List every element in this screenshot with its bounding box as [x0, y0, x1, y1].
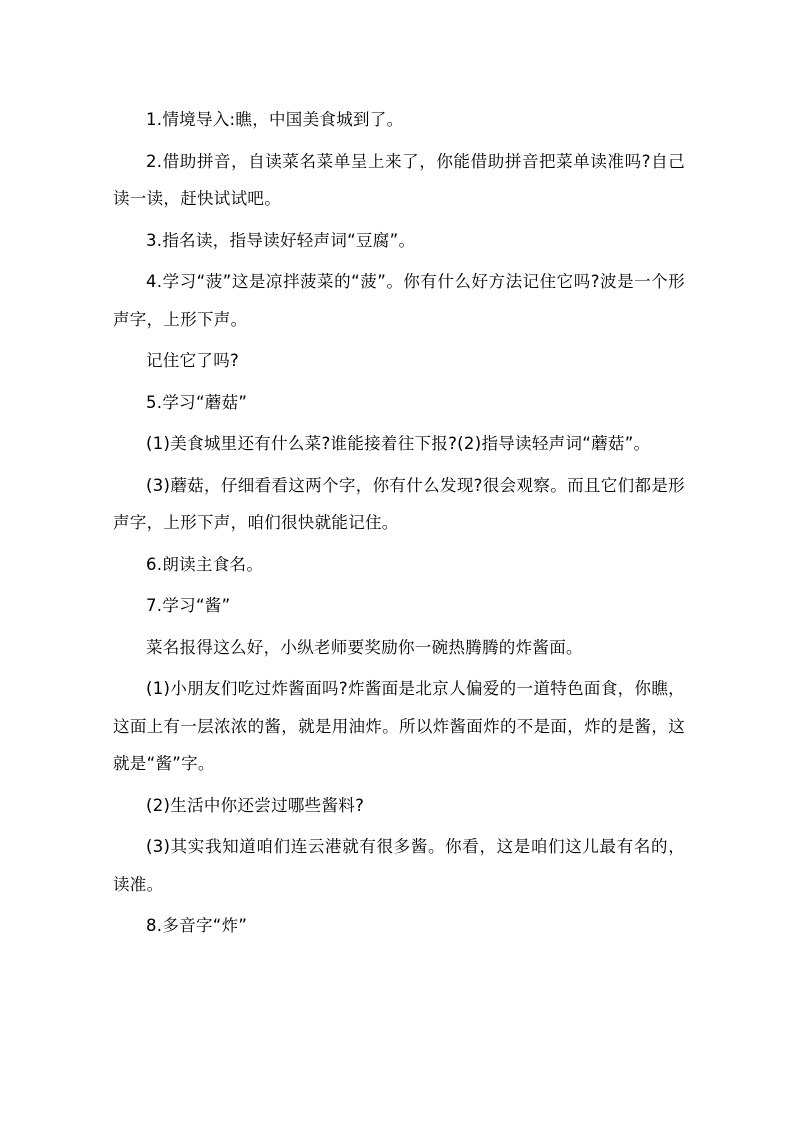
paragraph-3: 3.指名读，指导读好轻声词“豆腐”。	[146, 230, 416, 250]
document-body	[113, 101, 685, 949]
paragraph-6: 5.学习“蘑菇”	[146, 392, 248, 412]
paragraph-5: 记住它了吗?	[146, 351, 240, 370]
paragraph-8: (3)蘑菇，仔细看看这两个字，你有什么发现?很会观察。而且它们都是形声字，上形下声，咱们很快就能记住。	[113, 475, 685, 532]
paragraph-7: (1)美食城里还有什么菜?谁能接着往下报?(2)指导读轻声词“蘑菇”。	[146, 434, 651, 453]
paragraph-15: 8.多音字“炸”	[146, 916, 248, 935]
paragraph-4: 4.学习“菠”这是凉拌菠菜的“菠”。你有什么好方法记住它吗?波是一个形声字，上形下声。	[113, 272, 685, 329]
paragraph-9: 6.朗读主食名。	[146, 554, 264, 574]
paragraph-12: (1)小朋友们吃过炸酱面吗?炸酱面是北京人偏爱的一道特色面食，你瞧，这面上有一层浓浓的酱，就是用油炸。所以炸酱面炸的不是面，炸的是酱，这就是“酱”字。	[113, 679, 685, 773]
paragraph-13: (2)生活中你还尝过哪些酱料?	[146, 795, 365, 815]
paragraph-2: 2.借助拼音，自读菜名菜单呈上来了，你能借助拼音把菜单读准吗?自己读一读，赶快试试吧。	[113, 151, 685, 208]
paragraph-14: (3)其实我知道咱们连云港就有很多酱。你看，这是咱们这儿最有名的，读准。	[113, 837, 685, 894]
paragraph-11: 菜名报得这么好，小纵老师要奖励你一碗热腾腾的炸酱面。	[146, 637, 583, 657]
paragraph-1: 1.情境导入:瞧，中国美食城到了。	[146, 110, 404, 129]
paragraph-10: 7.学习“酱”	[146, 596, 231, 615]
